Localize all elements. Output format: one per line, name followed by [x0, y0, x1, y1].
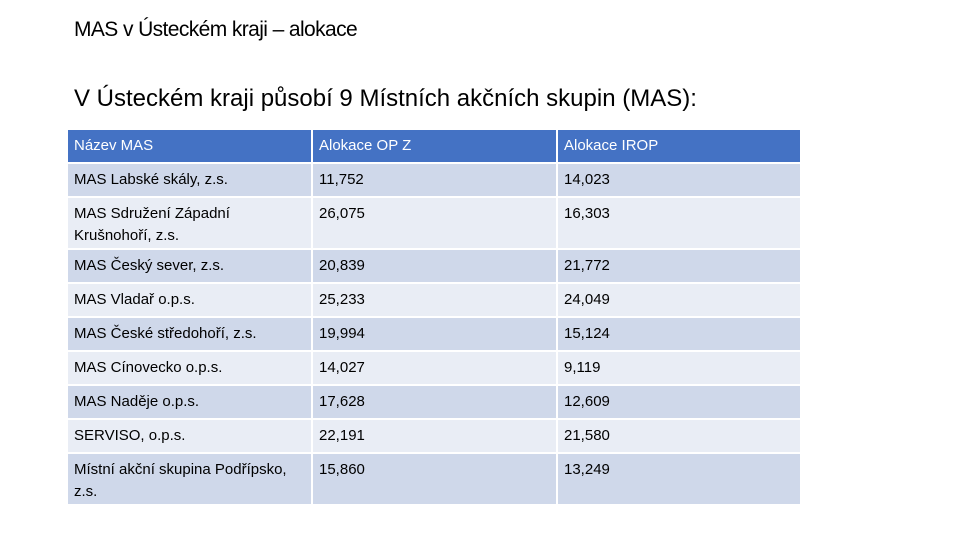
cell-op-z: 22,191	[312, 419, 557, 453]
cell-irop: 14,023	[557, 163, 801, 197]
cell-irop: 9,119	[557, 351, 801, 385]
cell-op-z: 11,752	[312, 163, 557, 197]
table-row	[67, 351, 801, 385]
cell-op-z: 17,628	[312, 385, 557, 419]
cell-irop: 13,249	[557, 453, 801, 505]
cell-mas-name: MAS Sdružení Západní Krušnohoří, z.s.	[67, 197, 312, 249]
table-header-row	[67, 129, 801, 163]
slide-title: MAS v Ústeckém kraji – alokace	[74, 18, 358, 41]
cell-irop: 21,772	[557, 249, 801, 283]
table-row	[67, 419, 801, 453]
cell-mas-name: MAS Labské skály, z.s.	[67, 163, 312, 197]
header-irop: Alokace IROP	[557, 129, 801, 163]
table-row	[67, 163, 801, 197]
cell-mas-name: MAS Cínovecko o.p.s.	[67, 351, 312, 385]
allocation-table	[66, 128, 802, 506]
header-op-z: Alokace OP Z	[312, 129, 557, 163]
table-row	[67, 249, 801, 283]
cell-irop: 15,124	[557, 317, 801, 351]
cell-mas-name: SERVISO, o.p.s.	[67, 419, 312, 453]
cell-mas-name: Místní akční skupina Podřípsko, z.s.	[67, 453, 312, 505]
cell-mas-name: MAS Vladař o.p.s.	[67, 283, 312, 317]
cell-irop: 16,303	[557, 197, 801, 249]
slide-subtitle: V Ústeckém kraji působí 9 Místních akčních skupin (MAS):	[74, 85, 697, 112]
table-row	[67, 317, 801, 351]
cell-op-z: 15,860	[312, 453, 557, 505]
cell-irop: 12,609	[557, 385, 801, 419]
cell-op-z: 26,075	[312, 197, 557, 249]
table-row	[67, 385, 801, 419]
cell-op-z: 20,839	[312, 249, 557, 283]
cell-op-z: 14,027	[312, 351, 557, 385]
table-row	[67, 197, 801, 249]
header-name: Název MAS	[67, 129, 312, 163]
cell-mas-name: MAS Český sever, z.s.	[67, 249, 312, 283]
table-row	[67, 453, 801, 505]
cell-mas-name: MAS České středohoří, z.s.	[67, 317, 312, 351]
cell-op-z: 19,994	[312, 317, 557, 351]
cell-irop: 21,580	[557, 419, 801, 453]
cell-op-z: 25,233	[312, 283, 557, 317]
cell-mas-name: MAS Naděje o.p.s.	[67, 385, 312, 419]
cell-irop: 24,049	[557, 283, 801, 317]
table-row	[67, 283, 801, 317]
